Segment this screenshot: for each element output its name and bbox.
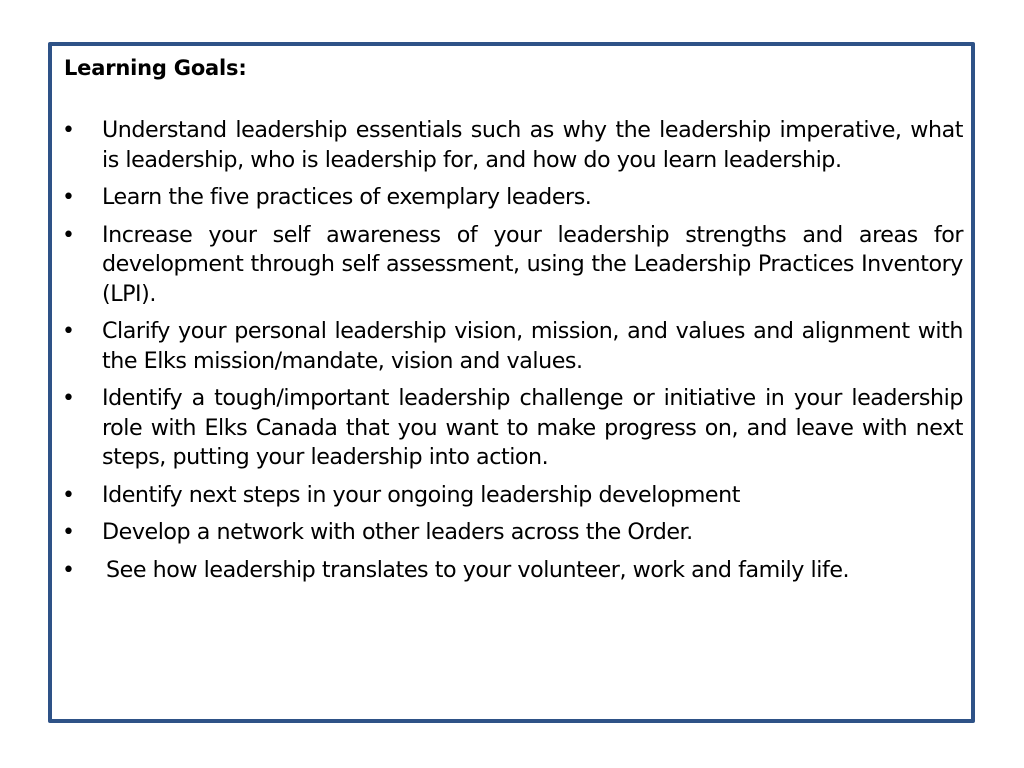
list-item [62,317,963,376]
bullet-icon: • [62,185,75,210]
list-item [62,116,963,175]
goal-text: Develop a network with other leaders across the Order. [102,519,693,545]
list-item [62,221,963,310]
goal-text: See how leadership translates to your volunteer, work and family life. [106,556,850,583]
bullet-icon: • [62,319,75,344]
goal-text: Identify next steps in your ongoing leadership development [102,481,740,508]
goal-text: Identify a tough/important leadership challenge or initiative in your leadership role with Elks Canada that you want to make progress on, and leave with next steps, putting your leadership into action. [102,385,963,470]
content-frame [48,42,975,723]
bullet-icon: • [62,557,75,583]
goal-text: Clarify your personal leadership vision, mission, and values and alignment with the Elks mission/mandate, vision and values. [102,318,963,374]
list-item [62,183,963,213]
list-item [62,481,963,511]
goal-text: Learn the five practices of exemplary leaders. [102,184,592,210]
bullet-icon: • [62,482,75,508]
section-heading: Learning Goals: [64,56,247,80]
goal-text: Increase your self awareness of your leadership strengths and areas for development through self assessment, using the Leadership Practices Inventory (LPI). [102,221,963,307]
bullet-icon: • [62,222,75,248]
list-item [62,518,963,548]
list-item [62,556,926,586]
list-item [62,384,963,473]
bullet-icon: • [62,386,75,411]
bullet-icon: • [62,118,75,143]
learning-goals-list [62,116,963,585]
text-body [62,54,963,593]
goal-text: Understand leadership essentials such as why the leadership imperative, what is leadership, who is leadership for, and how do you learn leadership. [102,117,963,173]
bullet-icon: • [62,520,75,545]
